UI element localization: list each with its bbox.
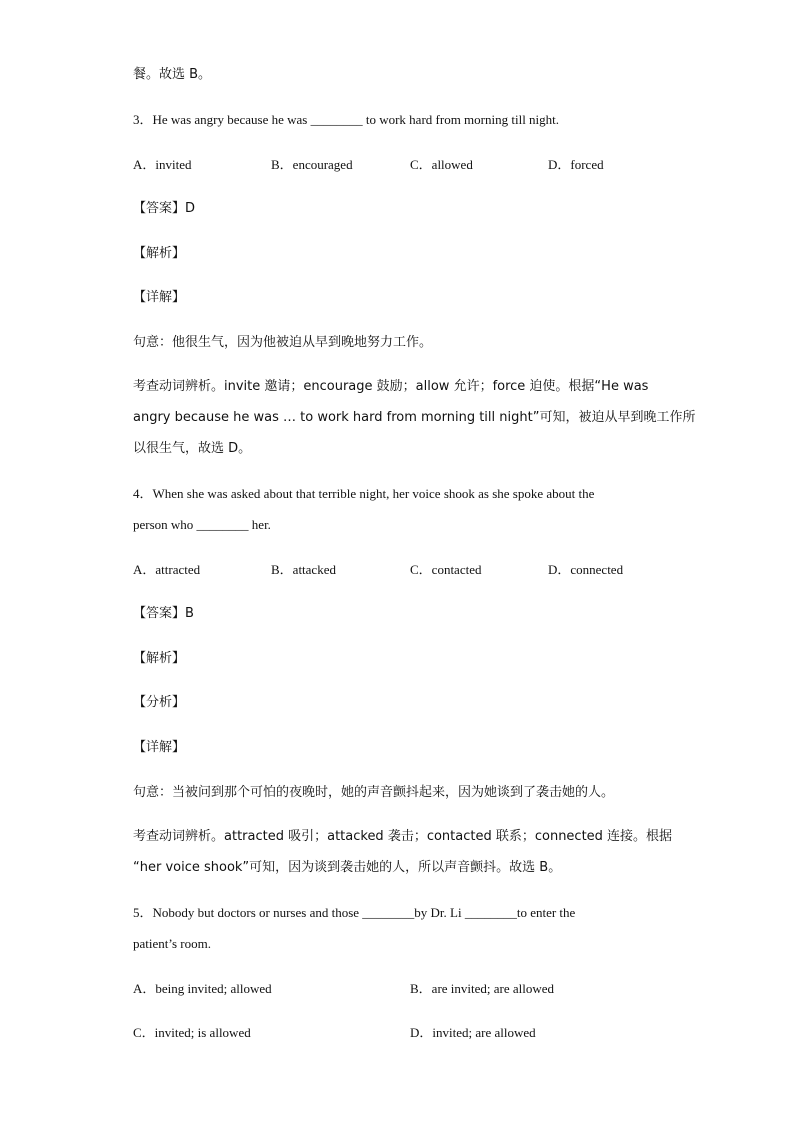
question-3-answer: 【答案】D [133,201,196,216]
question-4-meaning: 句意：当被问到那个可怕的夜晚时，她的声音颤抖起来，因为她谈到了袭击她的人。 [133,785,615,800]
question-3-analysis-heading: 【解析】 [133,246,186,261]
question-4-stem-line-2: person who ________ her. [133,517,271,532]
question-3-stem: 3．He was angry because he was ________ to work hard from morning till night. [133,112,560,127]
question-4-answer: 【答案】B [133,606,194,621]
question-5-stem-line-2: patient’s room. [133,936,211,951]
question-3-option-b: B．encouraged [271,157,353,172]
question-4-option-c: C．contacted [410,562,482,577]
question-5-option-c: C．invited; is allowed [133,1025,251,1040]
question-5-stem-line-1: 5．Nobody but doctors or nurses and those ________by Dr. Li ________to enter the [133,905,576,920]
question-3-detail-heading: 【详解】 [133,290,186,305]
question-3-option-a: A．invited [133,157,192,172]
question-3-explanation-line-1: 考查动词辨析。invite 邀请；encourage 鼓励；allow 允许；force 迫使。根据“He was [133,379,649,394]
question-3-option-d: D．forced [548,157,604,172]
question-4-stem-line-1: 4．When she was asked about that terrible night, her voice shook as she spoke about the [133,486,595,501]
question-4-explanation-line-1: 考查动词辨析。attracted 吸引；attacked 袭击；contacted 联系；connected 连接。根据 [133,829,673,844]
question-4-option-d: D．connected [548,562,624,577]
question-3-explanation-line-2: angry because he was … to work hard from morning till night”可知，被迫从早到晚工作所 [133,410,696,425]
question-4-analysis-heading: 【解析】 [133,651,186,666]
question-3-explanation-line-3: 以很生气，故选 D。 [133,441,252,456]
question-4-option-b: B．attacked [271,562,336,577]
question-5-option-b: B．are invited; are allowed [410,981,555,996]
question-4-explanation-line-2: “her voice shook”可知，因为谈到袭击她的人，所以声音颤抖。故选 B。 [133,860,562,875]
question-4-detail-heading: 【详解】 [133,740,186,755]
question-3-meaning: 句意：他很生气，因为他被迫从早到晚地努力工作。 [133,335,433,350]
question-5-option-a: A．being invited; allowed [133,981,272,996]
question-4-breakdown-heading: 【分析】 [133,695,186,710]
question-3-option-c: C．allowed [410,157,473,172]
question-5-option-d: D．invited; are allowed [410,1025,536,1040]
explanation-tail: 餐。故选 B。 [133,67,212,82]
question-4-option-a: A．attracted [133,562,201,577]
